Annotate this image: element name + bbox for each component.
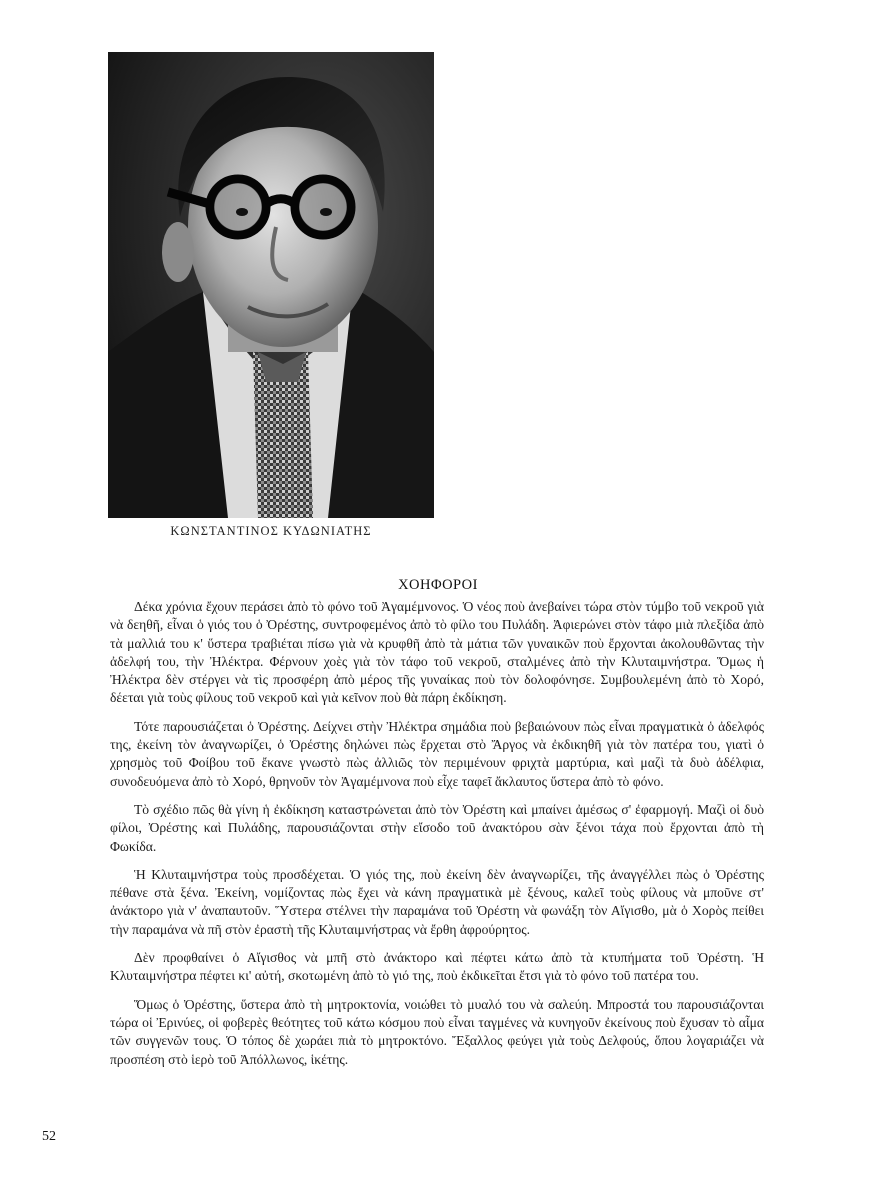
- paragraph: Δέκα χρόνια ἔχουν περάσει ἀπὸ τὸ φόνο τοῦ Ἀγαμέμνονος. Ὁ νέος ποὺ ἀνεβαίνει τώρα στὸν τύμβο τοῦ νεκροῦ γιὰ νὰ δεηθῆ, εἶναι ὁ γιός του ὁ Ὀρέστης, συντροφεμένος ἀπὸ τὸ φίλο του Πυλάδη. Ἀφιερώνει στὸν τάφο μιὰ πλεξίδα ἀπὸ τὰ μαλλιά του κ' ὕστερα τραβιέται πίσω γιὰ νὰ κρυφθῆ ἀπὸ τὰ μάτια τῶν γυναικῶν ποὺ ἔρχονται ἀκολουθῶντας τὴν ἀδελφή του, τὴν Ἠλέκτρα. Φέρνουν χοὲς γιὰ τὸν τάφο τοῦ νεκροῦ, σταλμένες ἀπὸ τὴν Κλυταιμνήστρα. Ὅμως ἡ Ἠλέκτρα δὲν στέργει νὰ τὶς προσφέρη ἀπὸ μέρος τῆς γυναίκας ποὺ τὸν δολοφόνησε. Συμβουλεμένη ἀπὸ τὸ Χορό, δέεται γιὰ τοὺς φίλους τοῦ νεκροῦ καὶ γιὰ κεῖνον ποὺ θὰ πάρη ἐκδίκηση.: [110, 599, 764, 706]
- photo-caption: ΚΩΝΣΤΑΝΤΙΝΟΣ ΚΥΔΩΝΙΑΤΗΣ: [170, 524, 372, 538]
- paragraph: Ἡ Κλυταιμνήστρα τοὺς προσδέχεται. Ὁ γιός της, ποὺ ἐκείνη δὲν ἀναγνωρίζει, τῆς ἀναγγέλλει πὼς ὁ Ὀρέστης πέθανε στὰ ξένα. Ἐκείνη, νομίζοντας πὼς ἔχει νὰ κάνη πραγματικὰ μὲ ξένους, καλεῖ τοὺς φίλους νὰ μποῦνε στ' ἀνάκτορο γιὰ ν' ἀναπαυτοῦν. Ὕστερα στέλνει τὴν παραμάνα τοῦ Ὀρέστη νὰ φωνάξη τὸν Αἴγισθο, μὰ ὁ Χορὸς πείθει τὴν παραμάνα νὰ πῆ στὸν ἐραστὴ τῆς Κλυταιμνήστρας νὰ ἔρθη ἀφρούρητος.: [110, 866, 764, 937]
- show-through-texture: [420, 80, 840, 280]
- paragraph: Δὲν προφθαίνει ὁ Αἴγισθος νὰ μπῆ στὸ ἀνάκτορο καὶ πέφτει κάτω ἀπὸ τὰ κτυπήματα τοῦ Ὀρέστη. Ἡ Κλυταιμνήστρα πέφτει κι' αὐτή, σκοτωμένη ἀπὸ τὸ γιό της, ποὺ ἐκδικεῖται ἔτσι γιὰ τὸ φόνο τοῦ πατέρα του.: [110, 950, 764, 984]
- paragraph: Ὅμως ὁ Ὀρέστης, ὕστερα ἀπὸ τὴ μητροκτονία, νοιώθει τὸ μυαλό του νὰ σαλεύη. Μπροστά του παρουσιάζονται τώρα οἱ Ἐρινύες, οἱ φοβερὲς θεότητες τοῦ κάτω κόσμου ποὺ εἶναι ταγμένες νὰ κυνηγοῦν ἐκείνους ποὺ ἔχυσαν τὸ αἷμα τῶν συγγενῶν τους. Ὁ τόπος δὲ χωράει πιὰ τὸ μητροκτόνο. Ἔξαλλος φεύγει γιὰ τοὺς Δελφούς, ὅπου λογαριάζει νὰ προσπέση στὸ ἱερὸ τοῦ Ἀπόλλωνος, ἱκέτης.: [110, 996, 764, 1067]
- portrait-photo: [108, 52, 434, 518]
- section-title: ΧΟΗΦΟΡΟΙ: [398, 577, 478, 593]
- page-number: 52: [42, 1129, 56, 1144]
- article-body: [110, 598, 764, 1079]
- paragraph: Τότε παρουσιάζεται ὁ Ὀρέστης. Δείχνει στὴν Ἠλέκτρα σημάδια ποὺ βεβαιώνουν πὼς εἶναι πραγματικὰ ὁ ἀδελφός της, ἐκείνη τὸν ἀναγνωρίζει, ὁ Ὀρέστης δηλώνει πὼς ἔρχεται στὸ Ἄργος νὰ ἐκδικηθῆ γιὰ τὸν πατέρα του, γιατὶ ὁ χρησμὸς τοῦ Φοίβου τοῦ ἔκανε γνωστὸ πὼς ἀλλιῶς τὸν περιμένουν φριχτὰ μαρτύρια, καὶ μαζὶ τὰ δυὸ ἀδέλφια, συνοδευόμενα ἀπὸ τὸ Χορό, θρηνοῦν τὸν Ἀγαμέμνονα ποὺ εἶχε ταφεῖ ἄκλαυτος ὕστερα ἀπὸ τὸ φόνο.: [110, 718, 764, 789]
- paragraph: Τὸ σχέδιο πῶς θὰ γίνη ἡ ἐκδίκηση καταστρώνεται ἀπὸ τὸν Ὀρέστη καὶ μπαίνει ἀμέσως σ' ἐφαρμογή. Μαζὶ οἱ δυὸ φίλοι, Ὀρέστης καὶ Πυλάδης, παρουσιάζονται στὴν εἴσοδο τοῦ ἀνακτόρου σὰν ξένοι τάχα ποὺ ἔρχονται ἀπὸ τὴ Φωκίδα.: [110, 801, 764, 854]
